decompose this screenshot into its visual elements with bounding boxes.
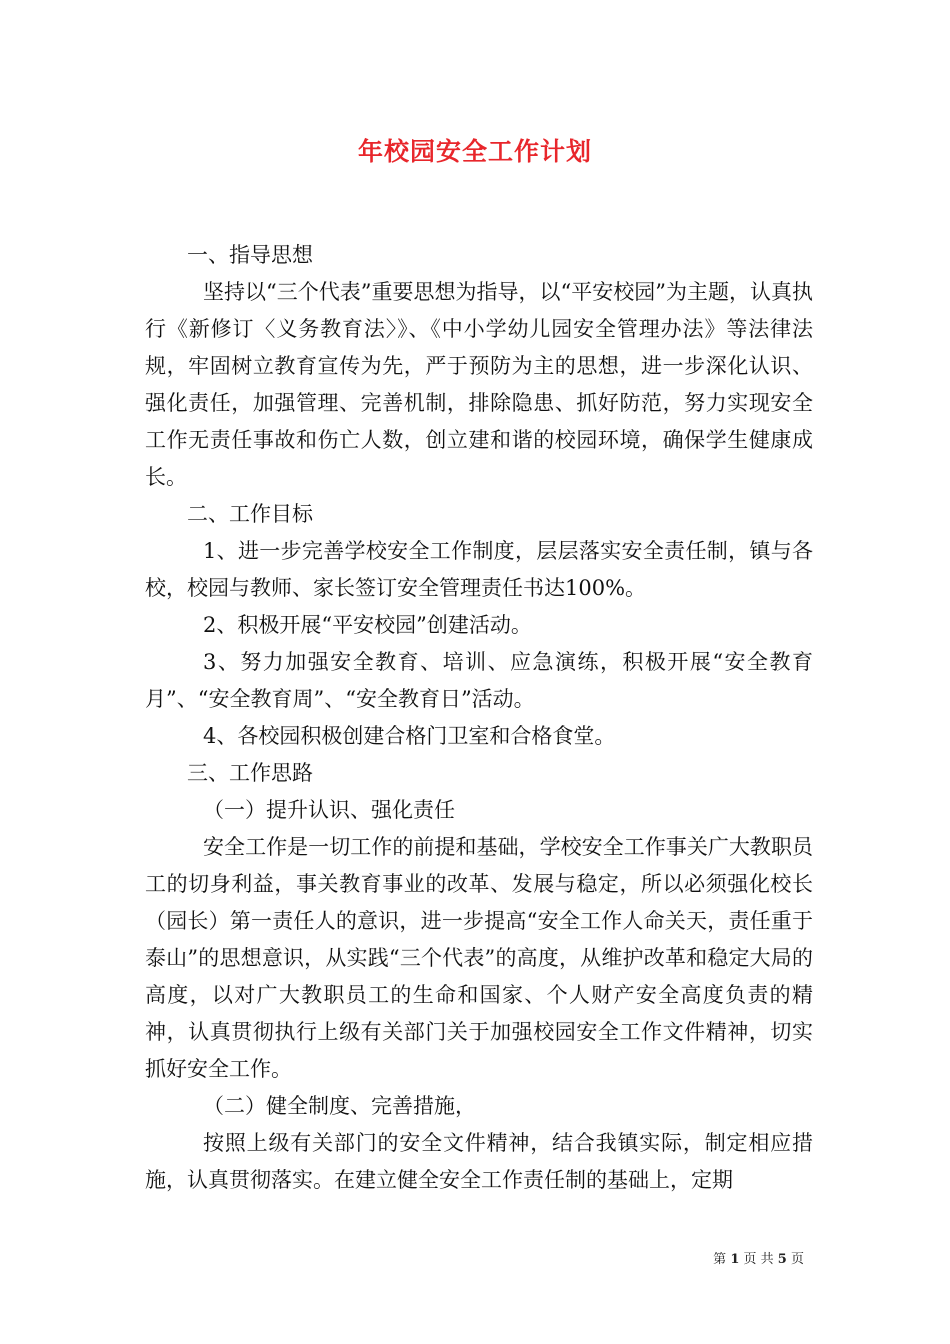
section-heading: 三、工作思路 <box>187 761 313 785</box>
document-body <box>145 237 813 1199</box>
subsection-heading: （一）提升认识、强化责任 <box>203 798 455 822</box>
goal-item: 3、努力加强安全教育、培训、应急演练，积极开展“安全教育月”、“安全教育周”、“安全教育日”活动。 <box>145 650 813 711</box>
footer-suffix: 页 <box>790 1252 804 1267</box>
goal-item: 4、各校园积极创建合格门卫室和合格食堂。 <box>203 724 616 748</box>
paragraph: 按照上级有关部门的安全文件精神，结合我镇实际，制定相应措施，认真贯彻落实。在建立健全安全工作责任制的基础上，定期 <box>145 1131 813 1192</box>
goal-item: 1、进一步完善学校安全工作制度，层层落实安全责任制，镇与各校，校园与教师、家长签订安全管理责任书达100%。 <box>145 539 813 600</box>
footer-total-pages: 5 <box>777 1252 787 1267</box>
paragraph: 安全工作是一切工作的前提和基础，学校安全工作事关广大教职员工的切身利益，事关教育事业的改革、发展与稳定，所以必须强化校长（园长）第一责任人的意识，进一步提高“安全工作人命关天，责任重于泰山”的思想意识，从实践“三个代表”的高度，从维护改革和稳定大局的高度，以对广大教职员工的生命和国家、个人财产安全高度负责的精神，认真贯彻执行上级有关部门关于加强校园安全工作文件精神，切实抓好安全工作。 <box>145 835 813 1081</box>
section-heading: 二、工作目标 <box>187 502 313 526</box>
document-title: 年校园安全工作计划 <box>357 137 592 166</box>
section-heading: 一、指导思想 <box>187 243 313 267</box>
subsection-heading: （二）健全制度、完善措施， <box>203 1094 476 1118</box>
footer-current-page: 1 <box>730 1252 740 1267</box>
footer-middle: 页 共 <box>743 1252 774 1267</box>
footer-prefix: 第 <box>713 1252 727 1267</box>
paragraph: 坚持以“三个代表”重要思想为指导，以“平安校园”为主题，认真执行《新修订〈义务教育法〉》、《中小学幼儿园安全管理办法》等法律法规，牢固树立教育宣传为先，严于预防为主的思想，进一步深化认识、强化责任，加强管理、完善机制，排除隐患、抓好防范，努力实现安全工作无责任事故和伤亡人数，创立建和谐的校园环境，确保学生健康成长。 <box>145 280 813 489</box>
page-number-footer <box>713 1248 804 1267</box>
goal-item: 2、积极开展“平安校园”创建活动。 <box>203 613 532 637</box>
